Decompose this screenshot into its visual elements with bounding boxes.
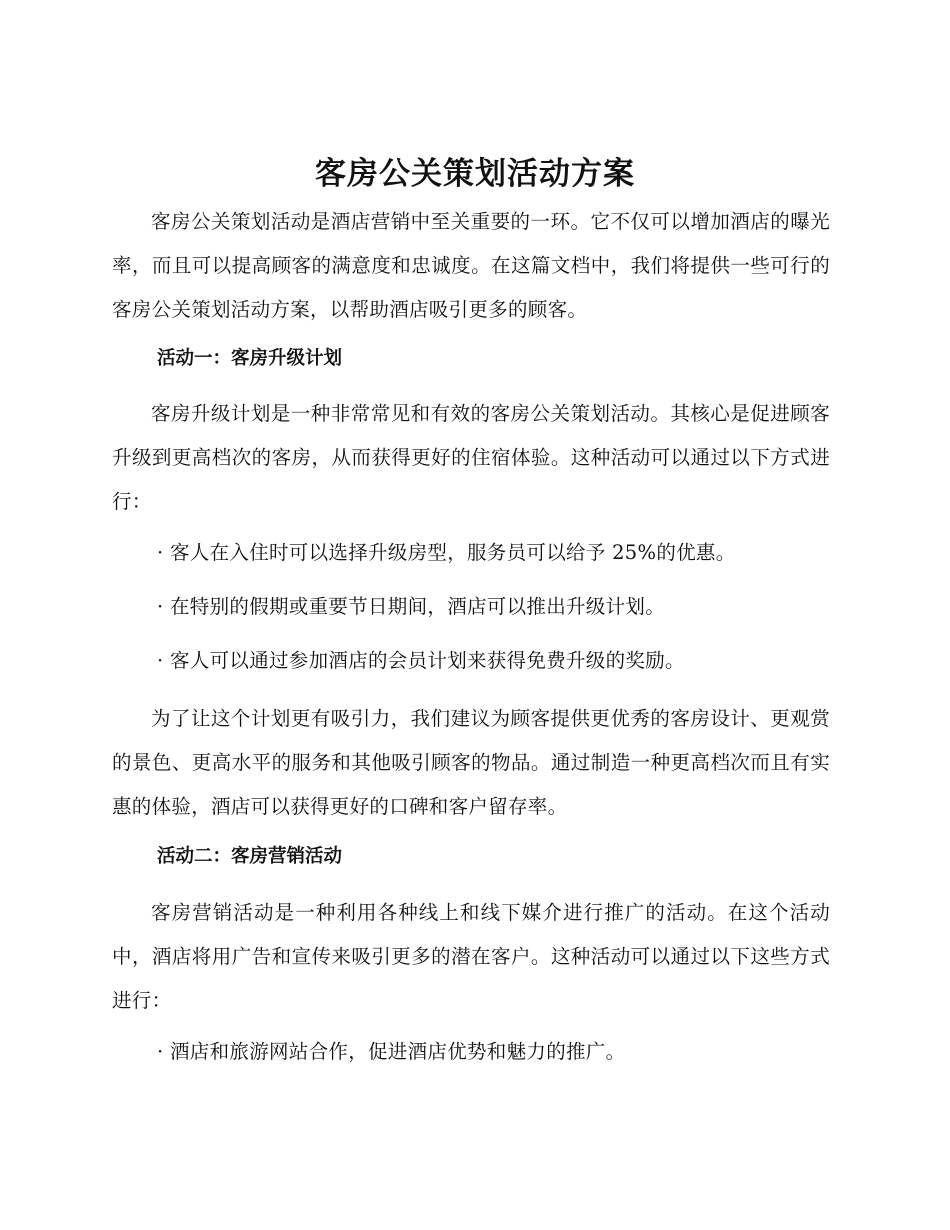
- activity1-bullet-1: · 客人在入住时可以选择升级房型，服务员可以给予 25%的优惠。: [157, 541, 736, 564]
- activity1-bullet-2: · 在特别的假期或重要节日期间，酒店可以推出升级计划。: [157, 595, 665, 618]
- activity1-conclusion: 为了让这个计划更有吸引力，我们建议为顾客提供更优秀的客房设计、更观赏的景色、更高水平的服务和其他吸引顾客的物品。通过制造一种更高档次而且有实惠的体验，酒店可以获得更好的口碑和客户留存率。: [112, 707, 830, 818]
- activity1-bullet-3: · 客人可以通过参加酒店的会员计划来获得免费升级的奖励。: [157, 649, 685, 672]
- activity1-description: 客房升级计划是一种非常常见和有效的客房公关策划活动。其核心是促进顾客升级到更高档次的客房，从而获得更好的住宿体验。这种活动可以通过以下方式进行：: [112, 402, 830, 513]
- activity2-description: 客房营销活动是一种利用各种线上和线下媒介进行推广的活动。在这个活动中，酒店将用广告和宣传来吸引更多的潜在客户。这种活动可以通过以下这些方式进行：: [112, 901, 830, 1012]
- activity2-heading: 活动二：客房营销活动: [157, 846, 343, 867]
- activity2-bullet-1: · 酒店和旅游网站合作，促进酒店优势和魅力的推广。: [157, 1040, 626, 1063]
- intro-paragraph: 客房公关策划活动是酒店营销中至关重要的一环。它不仅可以增加酒店的曝光率，而且可以提高顾客的满意度和忠诚度。在这篇文档中，我们将提供一些可行的客房公关策划活动方案，以帮助酒店吸引更多的顾客。: [112, 210, 830, 321]
- activity1-heading: 活动一：客房升级计划: [157, 348, 343, 369]
- document-title: 客房公关策划活动方案: [315, 156, 635, 192]
